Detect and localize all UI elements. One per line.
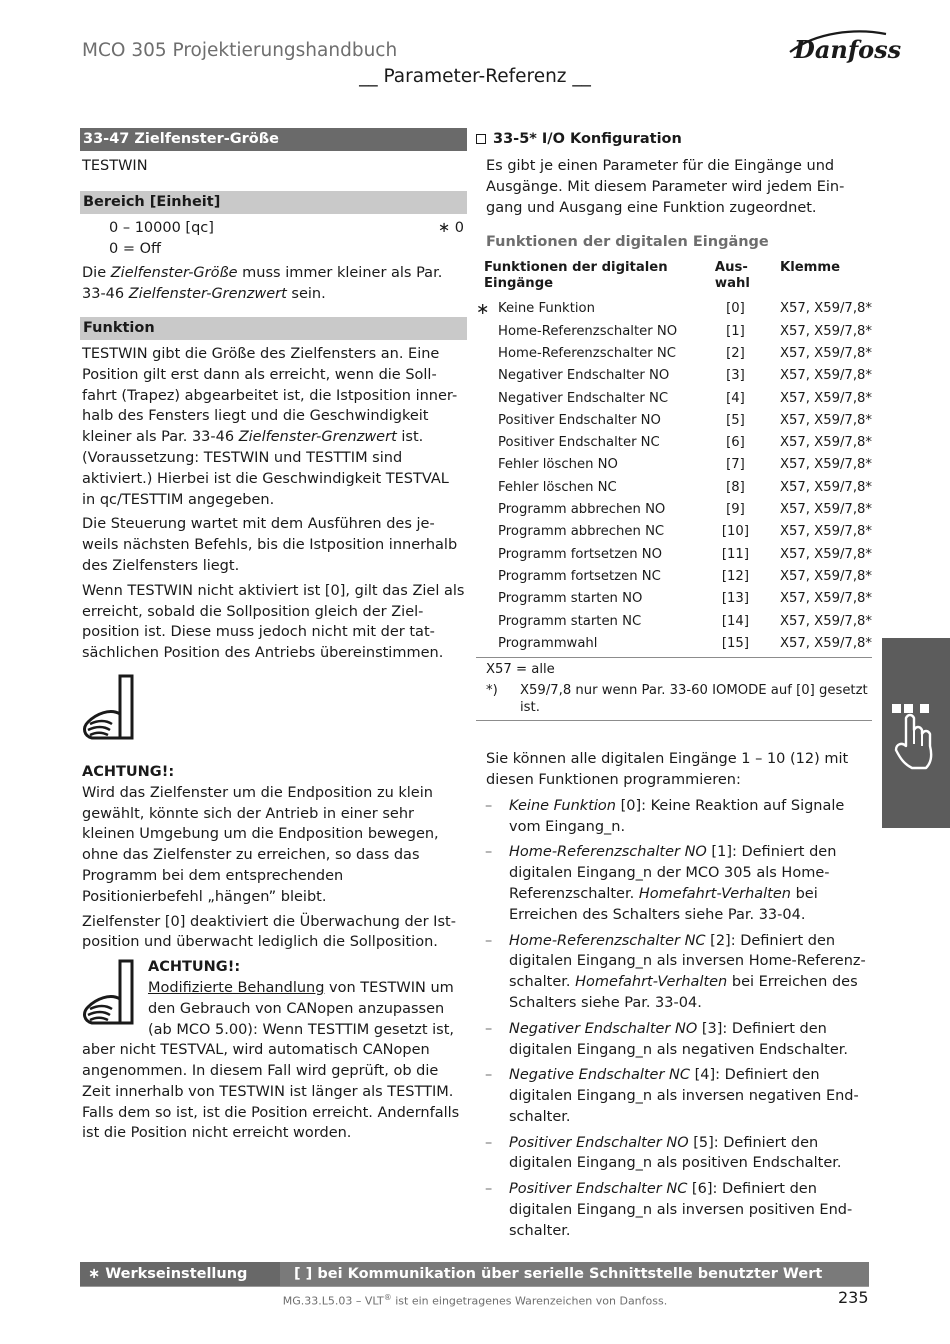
row-function-name: Programm fortsetzen NO (498, 546, 663, 562)
parameter-title: 33-47 Zielfenster-Größe (80, 128, 467, 151)
table-row (476, 521, 872, 543)
row-selection: [15] (721, 635, 749, 651)
dash-bullet-icon: – (485, 932, 493, 949)
square-bullet-icon (476, 134, 486, 144)
row-selection: [3] (726, 368, 745, 384)
document-title: MCO 305 Projektierungshandbuch (82, 40, 398, 61)
table-header-terminal: Klemme (779, 260, 841, 276)
legend-default: ∗ Werkseinstellung (88, 1266, 248, 1282)
row-terminal: X57, X59/7,8* (779, 368, 872, 384)
row-function-name: Fehler löschen NC (498, 479, 617, 495)
row-default-marker (476, 388, 498, 410)
table-header-function: Funktionen der digitalen Eingänge (484, 260, 668, 292)
row-selection: [7] (726, 457, 745, 473)
range-heading: Bereich [Einheit] (80, 191, 467, 214)
table-row (476, 321, 872, 343)
table-subheading: Funktionen der digitalen Eingänge (486, 234, 769, 251)
range-off: 0 = Off (109, 240, 161, 257)
row-terminal: X57, X59/7,8* (779, 524, 872, 540)
row-selection: [4] (726, 390, 745, 406)
warning-2-title: ACHTUNG!: (148, 959, 241, 976)
table-row (476, 365, 872, 387)
row-selection: [6] (726, 435, 745, 451)
row-terminal: X57, X59/7,8* (779, 502, 872, 518)
row-terminal: X57, X59/7,8* (779, 345, 872, 361)
table-row (476, 566, 872, 588)
after-table-text: Sie können alle digitalen Eingänge 1 – 10 (12) mit diesen Funktionen programmieren: (486, 751, 849, 788)
row-terminal: X57, X59/7,8* (779, 457, 872, 473)
row-function-name: Programmwahl (498, 635, 598, 651)
range-row (80, 218, 467, 239)
row-terminal: X57, X59/7,8* (779, 479, 872, 495)
row-terminal: X57, X59/7,8* (779, 412, 872, 428)
row-default-marker (476, 633, 498, 655)
row-terminal: X57, X59/7,8* (779, 435, 872, 451)
row-default-marker: ∗ (476, 299, 490, 319)
row-selection: [14] (721, 613, 749, 629)
hand-pointer-icon (882, 638, 950, 828)
function-heading: Funktion (80, 317, 467, 340)
group-title: 33-5* I/O Konfiguration (476, 128, 872, 150)
row-default-marker (476, 477, 498, 499)
row-selection: [12] (721, 568, 749, 584)
function-table (476, 260, 872, 655)
row-default-marker (476, 566, 498, 588)
row-function-name: Programm abbrechen NC (498, 524, 665, 540)
table-row (476, 499, 872, 521)
footer-rule (80, 1286, 869, 1287)
warning-1-text: Wird das Zielfenster um die Endposition zu klein gewählt, könnte sich der Antrieb in einer sehr kleinen Umgebung um die Endposition bewegen, ohne das Zielfenster zu erreichen, so dass das Programm bei dem entsprechenden Positionierbefehl „hängen” bleibt. (82, 784, 439, 905)
table-row (476, 477, 872, 499)
danfoss-logo (786, 22, 902, 68)
row-terminal: X57, X59/7,8* (779, 613, 872, 629)
row-terminal: X57, X59/7,8* (779, 390, 872, 406)
row-default-marker (476, 588, 498, 610)
hand-note-icon (80, 674, 138, 744)
list-item: – Home-Referenzschalter NC [2]: Definiert den digitalen Eingang_n als inversen Home-Referenz-schalter. Homefahrt-Verhalten bei Erreichen des Schalters siehe Par. 33-04. (485, 932, 866, 1011)
row-function-name: Programm fortsetzen NC (498, 568, 661, 584)
row-function-name: Programm starten NO (498, 591, 643, 607)
row-default-marker (476, 611, 498, 633)
dash-bullet-icon: – (485, 1020, 493, 1037)
list-item: – Positiver Endschalter NO [5]: Definiert den digitalen Eingang_n als positiven Endschalter. (485, 1134, 842, 1172)
row-selection: [0] (726, 301, 745, 317)
table-note-2: *) X59/7,8 nur wenn Par. 33-60 IOMODE auf [0] gesetzt ist. (486, 683, 868, 716)
row-selection: [11] (721, 546, 749, 562)
row-function-name: Keine Funktion (498, 301, 595, 317)
row-terminal: X57, X59/7,8* (779, 591, 872, 607)
table-row (476, 611, 872, 633)
row-selection: [5] (726, 412, 745, 428)
row-terminal: X57, X59/7,8* (779, 546, 872, 562)
chapter-side-tab[interactable] (882, 638, 950, 828)
logo-wordmark: Danfoss (794, 35, 902, 64)
page-number: 235 (838, 1288, 869, 1307)
row-function-name: Negativer Endschalter NC (498, 390, 669, 406)
row-default-marker (476, 343, 498, 365)
group-intro: Es gibt je einen Parameter für die Eingänge und Ausgänge. Mit diesem Parameter wird jedem Ein-gang und Ausgang eine Funktion zugeordnet. (486, 158, 845, 216)
table-row (476, 544, 872, 566)
table-row (476, 454, 872, 476)
row-function-name: Home-Referenzschalter NC (498, 345, 676, 361)
parameter-short-name: TESTWIN (82, 158, 148, 174)
hand-note-icon-2 (80, 959, 138, 1029)
table-row (476, 432, 872, 454)
row-selection: [10] (721, 524, 749, 540)
list-item: – Positiver Endschalter NC [6]: Definiert den digitalen Eingang_n als inversen positiven End-schalter. (485, 1181, 853, 1239)
function-paragraph-2: Die Steuerung wartet mit dem Ausführen des je-weils nächsten Befehls, bis die Istposition innerhalb des Zielfensters liegt. (82, 516, 458, 574)
list-item: – Negative Endschalter NC [4]: Definiert den digitalen Eingang_n als inversen negativen End-schalter. (485, 1067, 859, 1125)
row-selection: [2] (726, 345, 745, 361)
table-row (476, 633, 872, 655)
function-paragraph-3: Wenn TESTWIN nicht aktiviert ist [0], gilt das Ziel als erreicht, sobald die Sollposition gleich der Ziel-position ist. Diese muss jedoch nicht mit der tat-sächlichen Position des Antriebs übereinstimmen. (82, 582, 465, 662)
dash-bullet-icon: – (485, 1134, 493, 1151)
left-column (80, 128, 467, 1144)
table-row (476, 298, 872, 320)
range-note: Die Zielfenster-Größe muss immer kleiner als Par. 33-46 Zielfenster-Grenzwert sein. (82, 265, 443, 303)
table-row (476, 343, 872, 365)
row-function-name: Programm starten NC (498, 613, 642, 629)
function-paragraph-4: Zielfenster [0] deaktiviert die Überwachung der Ist-position und überwacht lediglich die Sollposition. (82, 913, 456, 951)
list-item: – Negativer Endschalter NO [3]: Definiert den digitalen Eingang_n als negativen Endschalter. (485, 1020, 849, 1058)
row-default-marker (476, 432, 498, 454)
footer-trademark: MG.33.L5.03 – VLT® ist ein eingetragenes Warenzeichen von Danfoss. (282, 1293, 668, 1308)
row-default-marker (476, 544, 498, 566)
warning-1-title: ACHTUNG!: (82, 763, 175, 780)
list-item: – Home-Referenzschalter NO [1]: Definiert den digitalen Eingang_n der MCO 305 als Home-Referenzschalter. Homefahrt-Verhalten bei Erreichen des Schalters siehe Par. 33-04. (485, 844, 837, 923)
dash-bullet-icon: – (485, 844, 493, 861)
row-default-marker (476, 410, 498, 432)
row-function-name: Positiver Endschalter NO (498, 412, 661, 428)
row-default-marker (476, 454, 498, 476)
row-function-name: Fehler löschen NO (498, 457, 618, 473)
table-row (476, 588, 872, 610)
warning-2-text: Modifizierte Behandlung von TESTWIN um den Gebrauch von CANopen anzupassen (ab MCO 5.00): Wenn TESTTIM gesetzt ist, aber nicht TESTVAL, wird automatisch CANopen angenommen. In diesem Fall wird geprüft, ob die Zeit innerhalb von TESTWIN ist länger als TESTTIM. Falls dem so ist, ist die Position erreicht. Andernfalls ist die Position nicht erreicht worden. (82, 979, 460, 1142)
row-function-name: Programm abbrechen NO (498, 502, 666, 518)
function-description-list (476, 796, 872, 1242)
right-column (476, 128, 872, 1247)
row-terminal: X57, X59/7,8* (779, 301, 872, 317)
table-note-1: X57 = alle (486, 662, 555, 678)
row-default-marker (476, 521, 498, 543)
row-selection: [13] (721, 591, 749, 607)
section-title: __ Parameter-Referenz __ (359, 66, 591, 87)
table-row (476, 388, 872, 410)
row-terminal: X57, X59/7,8* (779, 568, 872, 584)
row-terminal: X57, X59/7,8* (779, 635, 872, 651)
list-item: – Keine Funktion [0]: Keine Reaktion auf Signale vom Eingang_n. (485, 797, 845, 835)
row-function-name: Negativer Endschalter NO (498, 368, 670, 384)
warning-2-block (80, 957, 467, 1144)
row-selection: [1] (726, 323, 745, 339)
range-default: ∗ 0 (438, 219, 464, 236)
row-terminal: X57, X59/7,8* (779, 323, 872, 339)
function-paragraph-1: TESTWIN gibt die Größe des Zielfensters an. Eine Position gilt erst dann als erreicht, wenn die Soll-fahrt (Trapez) abgearbeitet ist, die Istposition inner-halb des Fensters liegt und die Geschwindigkeit kleiner als Par. 33-46 Zielfenster-Grenzwert ist. (Voraussetzung: TESTWIN und TESTTIM sind aktiviert.) Hierbei ist die Geschwindigkeit TESTVAL in qc/TESTTIM angegeben. (82, 345, 458, 508)
row-default-marker (476, 499, 498, 521)
row-selection: [9] (726, 502, 745, 518)
dash-bullet-icon: – (485, 797, 493, 814)
dash-bullet-icon: – (485, 1067, 493, 1084)
row-function-name: Positiver Endschalter NC (498, 435, 660, 451)
footer-legend-bar (80, 1262, 869, 1286)
dash-bullet-icon: – (485, 1181, 493, 1198)
row-default-marker (476, 365, 498, 387)
legend-serial: [ ] bei Kommunikation über serielle Schnittstelle benutzter Wert (280, 1262, 869, 1286)
table-header-selection: Aus-wahl (714, 260, 750, 292)
row-default-marker (476, 321, 498, 343)
row-function-name: Home-Referenzschalter NO (498, 323, 678, 339)
table-row (476, 410, 872, 432)
range-value: 0 – 10000 [qc] (109, 219, 214, 236)
row-selection: [8] (726, 479, 745, 495)
